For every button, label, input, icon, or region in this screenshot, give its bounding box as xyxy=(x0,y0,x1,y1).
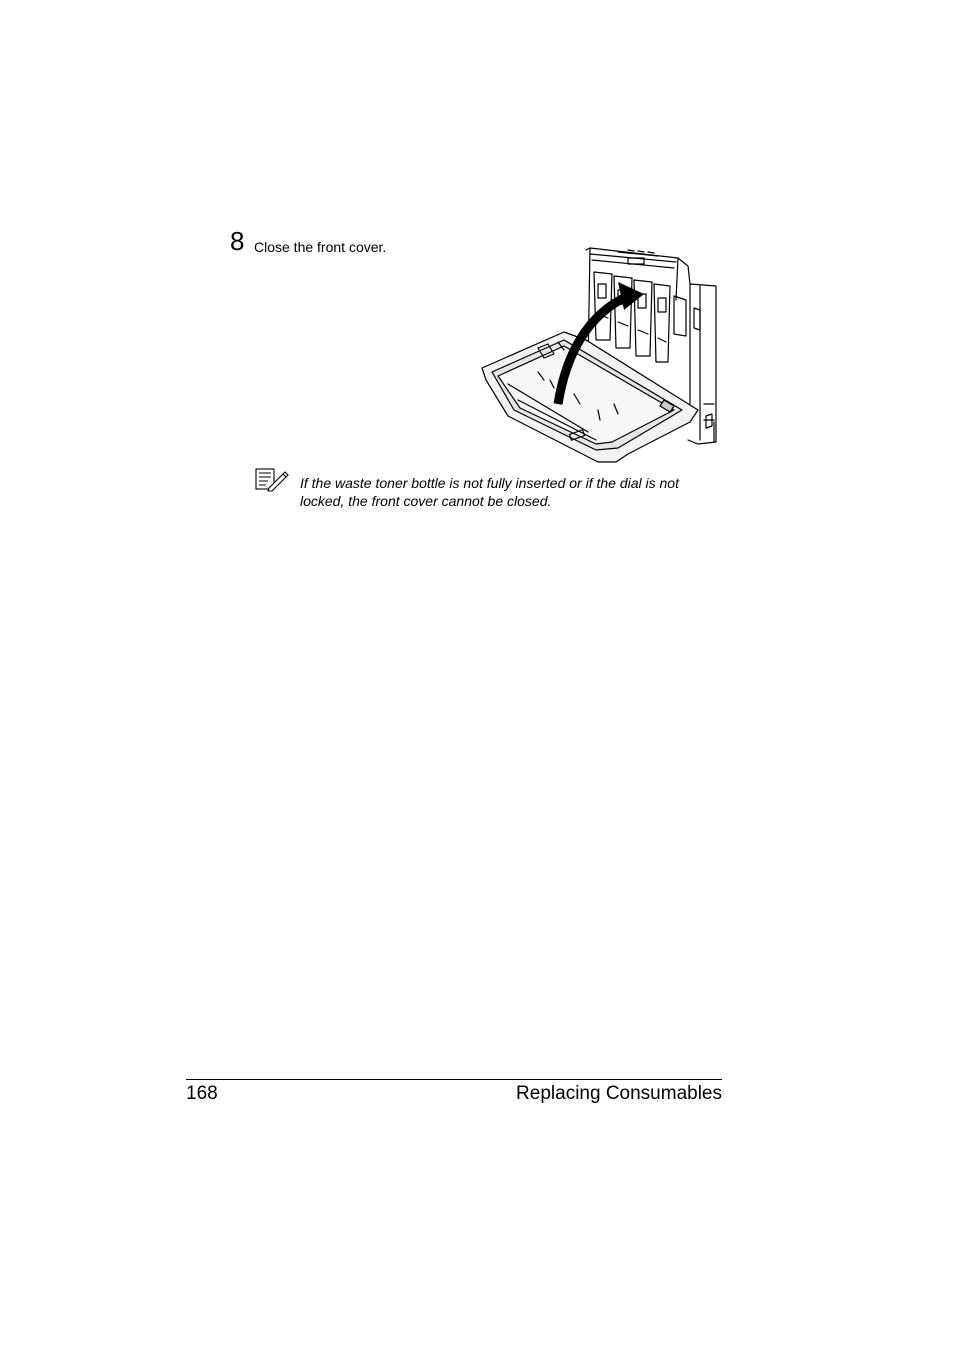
step-number: 8 xyxy=(230,226,245,256)
note-icon xyxy=(255,468,289,492)
step-instruction: Close the front cover. xyxy=(254,239,387,255)
note-text: If the waste toner bottle is not fully inserted or if the dial is not locked, the front cover cannot be closed. xyxy=(300,475,679,509)
printer-illustration xyxy=(478,244,718,464)
printer-front-cover-illustration-graphic xyxy=(478,244,718,464)
section-title: Replacing Consumables xyxy=(516,1083,722,1104)
page-number: 168 xyxy=(186,1083,218,1104)
footer-rule xyxy=(186,1079,722,1080)
